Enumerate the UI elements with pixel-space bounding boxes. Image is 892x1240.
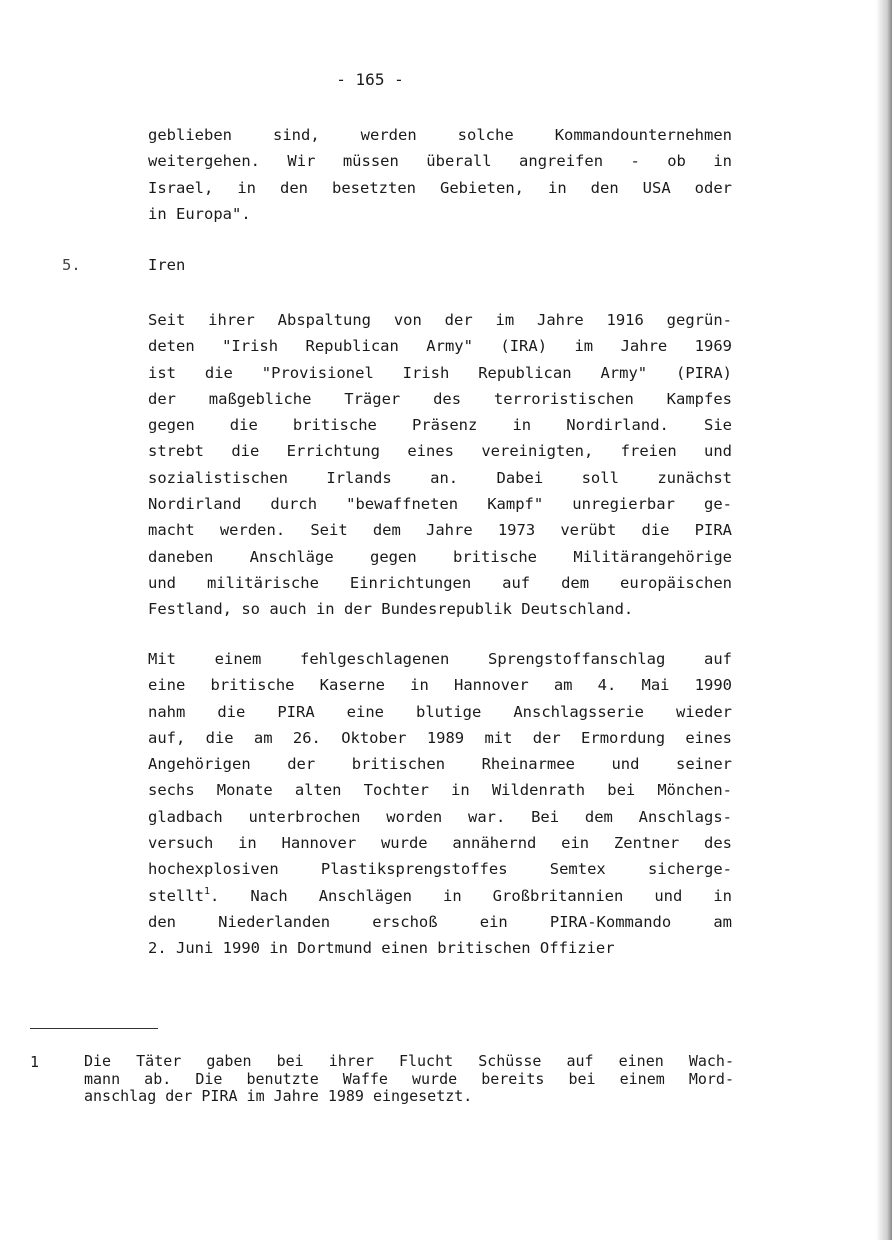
text-line: ist die "Provisionel Irish Republican Army" (PIRA) <box>148 363 732 382</box>
text-fragment: stellt <box>148 886 204 905</box>
scan-edge-shadow <box>876 0 892 1240</box>
text-fragment: . Nach Anschlägen in Großbritannien und in <box>210 886 732 905</box>
footnote-number: 1 <box>30 1053 40 1071</box>
text-line: der maßgebliche Träger des terroristischen Kampfes <box>148 389 732 408</box>
text-line: geblieben sind, werden solche Kommandounternehmen <box>148 126 732 144</box>
text-line: gladbach unterbrochen worden war. Bei dem Anschlags- <box>148 807 732 826</box>
text-line: sechs Monate alten Tochter in Wildenrath bei Mönchen- <box>148 781 732 800</box>
section-title: Iren <box>148 256 186 274</box>
text-line: gegen die britische Präsenz in Nordirland. Sie <box>148 416 732 435</box>
text-line: nahm die PIRA eine blutige Anschlagsserie wieder <box>148 702 732 721</box>
text-line: 2. Juni 1990 in Dortmund einen britischen Offizier <box>148 939 615 958</box>
paragraph-origin <box>148 307 732 623</box>
text-line: strebt die Errichtung eines vereinigten, freien und <box>148 442 732 461</box>
text-line: Nordirland durch "bewaffneten Kampf" unregierbar ge- <box>148 495 732 514</box>
text-line: deten "Irish Republican Army" (IRA) im Jahre 1969 <box>148 337 732 356</box>
text-line: hochexplosiven Plastiksprengstoffes Semtex sicherge- <box>148 860 732 879</box>
intro-paragraph <box>148 122 732 227</box>
text-line: Seit ihrer Abspaltung von der im Jahre 1916 gegrün- <box>148 311 732 329</box>
text-line: Israel, in den besetzten Gebieten, in den USA oder <box>148 178 732 197</box>
footnote-line: Die Täter gaben bei ihrer Flucht Schüsse auf einen Wach- <box>84 1052 734 1070</box>
footnote-line: anschlag der PIRA im Jahre 1989 eingesetzt. <box>84 1087 473 1105</box>
footnote-reference: 1 <box>204 885 211 897</box>
text-line: Festland, so auch in der Bundesrepublik Deutschland. <box>148 600 634 619</box>
section-number: 5. <box>62 256 81 274</box>
paragraph-attacks <box>148 646 732 962</box>
text-line: eine britische Kaserne in Hannover am 4. Mai 1990 <box>148 676 732 695</box>
text-line: daneben Anschläge gegen britische Militärangehörige <box>148 547 732 566</box>
text-line: und militärische Einrichtungen auf dem europäischen <box>148 573 732 592</box>
text-line: Mit einem fehlgeschlagenen Sprengstoffanschlag auf <box>148 650 732 668</box>
text-line: den Niederlanden erschoß ein PIRA-Kommando am <box>148 912 732 931</box>
page-number: - 165 - <box>336 70 404 89</box>
footnote-line: mann ab. Die benutzte Waffe wurde bereits bei einem Mord- <box>84 1069 734 1088</box>
text-line: versuch in Hannover wurde annähernd ein Zentner des <box>148 834 732 853</box>
text-line: weitergehen. Wir müssen überall angreifen - ob in <box>148 152 732 171</box>
text-line: in Europa". <box>148 204 251 223</box>
text-line: Angehörigen der britischen Rheinarmee und seiner <box>148 755 732 774</box>
footnote-text <box>84 1053 734 1106</box>
text-line-with-footnote <box>148 883 732 909</box>
text-line: sozialistischen Irlands an. Dabei soll zunächst <box>148 468 732 487</box>
text-line: auf, die am 26. Oktober 1989 mit der Ermordung eines <box>148 728 732 747</box>
footnote-separator <box>30 1028 158 1029</box>
text-line: macht werden. Seit dem Jahre 1973 verübt die PIRA <box>148 521 732 540</box>
